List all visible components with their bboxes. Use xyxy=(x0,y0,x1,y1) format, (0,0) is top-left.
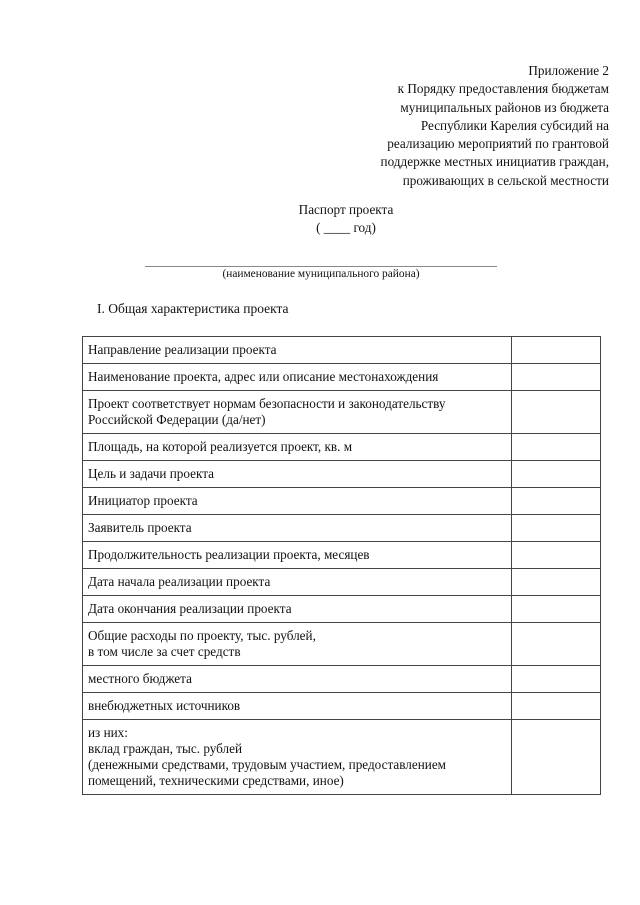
row-label: Дата окончания реализации проекта xyxy=(83,596,512,623)
project-characteristics-table xyxy=(82,336,601,795)
row-value-cell[interactable] xyxy=(512,720,601,795)
row-value-cell[interactable] xyxy=(512,542,601,569)
table-row xyxy=(83,488,601,515)
row-label: Дата начала реализации проекта xyxy=(83,569,512,596)
appendix-line: к Порядку предоставления бюджетам xyxy=(397,81,609,97)
row-value-cell[interactable] xyxy=(512,337,601,364)
section-heading: I. Общая характеристика проекта xyxy=(97,301,289,316)
table-row xyxy=(83,596,601,623)
document-title: Паспорт проекта xyxy=(298,202,394,217)
table-row xyxy=(83,364,601,391)
row-value-cell[interactable] xyxy=(512,596,601,623)
table-row xyxy=(83,337,601,364)
row-label: Инициатор проекта xyxy=(83,488,512,515)
municipality-fill-line xyxy=(145,266,497,267)
row-label: из них: вклад граждан, тыс. рублей (денежными средствами, трудовым участием, предоставлением помещений, техническими средствами, иное) xyxy=(83,720,512,795)
year-line: ( ____ год) xyxy=(316,220,376,235)
appendix-line: Приложение 2 xyxy=(528,63,609,78)
row-value-cell[interactable] xyxy=(512,391,601,434)
row-value-cell[interactable] xyxy=(512,364,601,391)
municipality-caption: (наименование муниципального района) xyxy=(222,268,420,280)
table-row xyxy=(83,461,601,488)
table-row xyxy=(83,569,601,596)
table-row xyxy=(83,515,601,542)
appendix-line: муниципальных районов из бюджета xyxy=(400,99,609,115)
appendix-line: реализацию мероприятий по грантовой xyxy=(387,136,609,152)
row-label: Проект соответствует нормам безопасности и законодательству Российской Федерации (да/нет) xyxy=(83,391,512,434)
row-value-cell[interactable] xyxy=(512,693,601,720)
row-value-cell[interactable] xyxy=(512,666,601,693)
row-label: Продолжительность реализации проекта, месяцев xyxy=(83,542,512,569)
row-label: местного бюджета xyxy=(83,666,512,693)
row-label: Заявитель проекта xyxy=(83,515,512,542)
row-label: Наименование проекта, адрес или описание местонахождения xyxy=(83,364,512,391)
document-title-block xyxy=(0,201,640,237)
table-row xyxy=(83,623,601,666)
table-row xyxy=(83,666,601,693)
table-row xyxy=(83,693,601,720)
row-value-cell[interactable] xyxy=(512,623,601,666)
table-row xyxy=(83,391,601,434)
row-label: внебюджетных источников xyxy=(83,693,512,720)
row-label: Общие расходы по проекту, тыс. рублей, в том числе за счет средств xyxy=(83,623,512,666)
appendix-header xyxy=(381,62,609,190)
table-row xyxy=(83,720,601,795)
row-label: Площадь, на которой реализуется проект, кв. м xyxy=(83,434,512,461)
appendix-line: поддержке местных инициатив граждан, xyxy=(380,154,609,170)
appendix-line: проживающих в сельской местности xyxy=(402,172,609,188)
row-value-cell[interactable] xyxy=(512,461,601,488)
appendix-line: Республики Карелия субсидий на xyxy=(420,117,609,133)
row-value-cell[interactable] xyxy=(512,488,601,515)
row-value-cell[interactable] xyxy=(512,434,601,461)
row-label: Направление реализации проекта xyxy=(83,337,512,364)
row-value-cell[interactable] xyxy=(512,515,601,542)
row-label: Цель и задачи проекта xyxy=(83,461,512,488)
row-value-cell[interactable] xyxy=(512,569,601,596)
table-row xyxy=(83,542,601,569)
table-row xyxy=(83,434,601,461)
